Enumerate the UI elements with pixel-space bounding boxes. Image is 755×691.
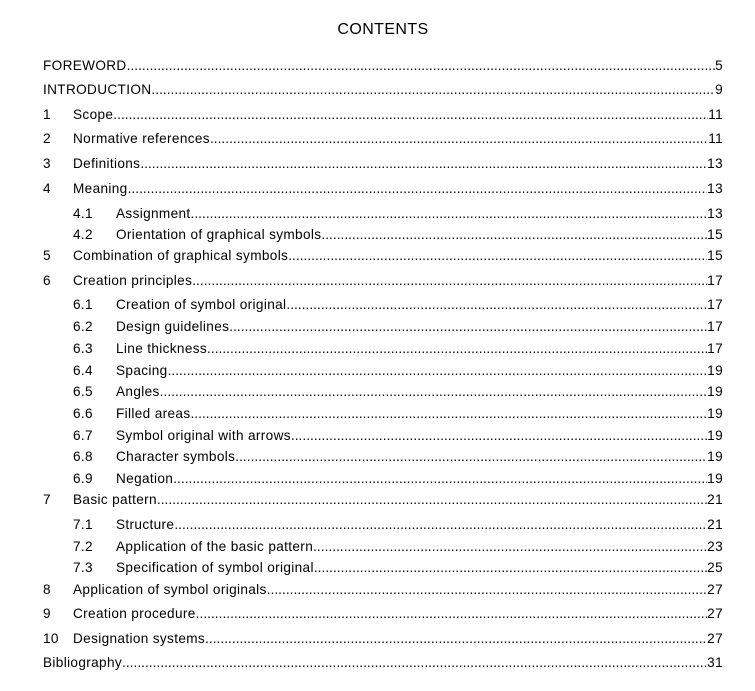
- entry-page: 27: [707, 631, 723, 646]
- dot-leader: [313, 538, 707, 556]
- entry-page: 19: [707, 363, 723, 378]
- entry-number: 6.7: [73, 428, 93, 443]
- toc-entry-8[interactable]: [43, 581, 723, 599]
- dot-leader: [207, 340, 707, 358]
- dot-leader: [235, 448, 707, 466]
- entry-number: 4.2: [73, 227, 93, 242]
- entry-page: 11: [708, 107, 723, 122]
- entry-label: Angles: [116, 384, 160, 399]
- dot-leader: [128, 180, 708, 198]
- toc-entry-6-7[interactable]: [43, 427, 723, 445]
- toc-entry-7-2[interactable]: [43, 538, 723, 556]
- toc-entry-introduction[interactable]: [43, 81, 723, 99]
- toc-entry-foreword[interactable]: [43, 57, 723, 75]
- entry-page: 19: [707, 428, 723, 443]
- entry-label: Application of the basic pattern: [116, 539, 314, 554]
- dot-leader: [288, 247, 707, 265]
- toc-entry-6-1[interactable]: [43, 296, 723, 314]
- entry-number: 7.3: [73, 560, 93, 575]
- toc-entry-7-1[interactable]: [43, 516, 723, 534]
- entry-number: 2: [43, 131, 51, 146]
- entry-number: 6.9: [73, 471, 93, 486]
- dot-leader: [229, 318, 707, 336]
- entry-page: 21: [707, 517, 723, 532]
- dot-leader: [321, 226, 707, 244]
- entry-label: Assignment: [116, 206, 191, 221]
- entry-page: 27: [707, 582, 723, 597]
- entry-label: Structure: [116, 517, 175, 532]
- entry-page: 13: [707, 206, 723, 221]
- entry-label: Creation of symbol original: [116, 297, 287, 312]
- entry-number: 1: [43, 107, 51, 122]
- dot-leader: [191, 205, 708, 223]
- entry-number: 6.2: [73, 319, 93, 334]
- dot-leader: [210, 130, 708, 148]
- dot-leader: [168, 362, 708, 380]
- entry-page: 13: [707, 181, 723, 196]
- entry-label: Negation: [116, 471, 174, 486]
- entry-number: 5: [43, 248, 51, 263]
- entry-number: 4: [43, 181, 51, 196]
- entry-label: Symbol original with arrows: [116, 428, 291, 443]
- dot-leader: [196, 605, 708, 623]
- entry-number: 6.8: [73, 449, 93, 464]
- entry-label: Scope: [73, 107, 114, 122]
- entry-label: Application of symbol originals: [73, 582, 267, 597]
- entry-label: Combination of graphical symbols: [73, 248, 289, 263]
- entry-page: 17: [707, 273, 723, 288]
- entry-page: 19: [707, 384, 723, 399]
- entry-number: 3: [43, 156, 51, 171]
- dot-leader: [190, 405, 707, 423]
- entry-label: Character symbols: [116, 449, 236, 464]
- entry-page: 9: [715, 82, 723, 97]
- dot-leader: [286, 296, 707, 314]
- toc-entry-6-3[interactable]: [43, 340, 723, 358]
- entry-label: Designation systems: [73, 631, 206, 646]
- entry-label: Creation procedure: [73, 606, 196, 621]
- entry-number: 7: [43, 492, 51, 507]
- entry-page: 17: [707, 319, 723, 334]
- entry-number: 9: [43, 606, 51, 621]
- entry-number: 6.6: [73, 406, 93, 421]
- entry-number: 7.1: [73, 517, 93, 532]
- dot-leader: [160, 383, 708, 401]
- toc-entry-10[interactable]: [43, 630, 723, 648]
- dot-leader: [122, 654, 707, 672]
- toc-entry-7-3[interactable]: [43, 559, 723, 577]
- entry-label: Normative references: [73, 131, 210, 146]
- entry-label: FOREWORD: [43, 58, 127, 73]
- dot-leader: [314, 559, 707, 577]
- toc-entry-4-2[interactable]: [43, 226, 723, 244]
- entry-number: 10: [43, 631, 59, 646]
- entry-page: 13: [707, 156, 723, 171]
- dot-leader: [192, 272, 707, 290]
- entry-number: 7.2: [73, 539, 93, 554]
- entry-page: 17: [707, 297, 723, 312]
- toc-entry-bibliography[interactable]: [43, 654, 723, 672]
- entry-number: 6.4: [73, 363, 93, 378]
- toc-entry-5[interactable]: [43, 247, 723, 265]
- toc-entry-7[interactable]: [43, 491, 723, 509]
- entry-number: 8: [43, 582, 51, 597]
- entry-number: 4.1: [73, 206, 93, 221]
- toc-entry-4[interactable]: [43, 180, 723, 198]
- entry-label: Basic pattern: [73, 492, 157, 507]
- toc-entry-9[interactable]: [43, 605, 723, 623]
- toc-entry-4-1[interactable]: [43, 205, 723, 223]
- entry-page: 15: [707, 227, 723, 242]
- entry-label: Filled areas: [116, 406, 191, 421]
- dot-leader: [127, 57, 715, 75]
- entry-page: 17: [707, 341, 723, 356]
- toc-entry-6-8[interactable]: [43, 448, 723, 466]
- entry-page: 21: [707, 492, 723, 507]
- dot-leader: [140, 155, 707, 173]
- dot-leader: [291, 427, 707, 445]
- entry-label: Specification of symbol original: [116, 560, 314, 575]
- entry-label: Meaning: [73, 181, 128, 196]
- entry-page: 31: [707, 655, 723, 670]
- toc-entry-6-4[interactable]: [43, 362, 723, 380]
- toc-entry-6-5[interactable]: [43, 383, 723, 401]
- entry-label: Design guidelines: [116, 319, 230, 334]
- entry-page: 11: [708, 131, 723, 146]
- dot-leader: [113, 106, 708, 124]
- entry-page: 19: [707, 471, 723, 486]
- entry-label: Line thickness: [116, 341, 208, 356]
- toc-entry-6[interactable]: [43, 272, 723, 290]
- page-title: CONTENTS: [337, 21, 429, 38]
- dot-leader: [205, 630, 707, 648]
- entry-label: Orientation of graphical symbols: [116, 227, 322, 242]
- entry-page: 19: [707, 406, 723, 421]
- dot-leader: [157, 491, 707, 509]
- entry-label: Creation principles: [73, 273, 193, 288]
- dot-leader: [151, 81, 715, 99]
- toc-entry-6-9[interactable]: [43, 470, 723, 488]
- toc-entry-6-2[interactable]: [43, 318, 723, 336]
- entry-page: 5: [715, 58, 723, 73]
- entry-page: 15: [707, 248, 723, 263]
- dot-leader: [173, 470, 707, 488]
- toc-entry-1[interactable]: [43, 106, 723, 124]
- entry-page: 25: [707, 560, 723, 575]
- dot-leader: [174, 516, 707, 534]
- entry-label: Bibliography: [43, 655, 123, 670]
- toc-entry-3[interactable]: [43, 155, 723, 173]
- entry-label: Definitions: [73, 156, 141, 171]
- entry-page: 23: [707, 539, 723, 554]
- entry-page: 27: [707, 606, 723, 621]
- entry-label: INTRODUCTION: [43, 82, 152, 97]
- entry-number: 6.3: [73, 341, 93, 356]
- entry-number: 6.1: [73, 297, 93, 312]
- entry-label: Spacing: [116, 363, 168, 378]
- dot-leader: [267, 581, 707, 599]
- toc-entry-6-6[interactable]: [43, 405, 723, 423]
- entry-number: 6: [43, 273, 51, 288]
- entry-page: 19: [707, 449, 723, 464]
- toc-entry-2[interactable]: [43, 130, 723, 148]
- entry-number: 6.5: [73, 384, 93, 399]
